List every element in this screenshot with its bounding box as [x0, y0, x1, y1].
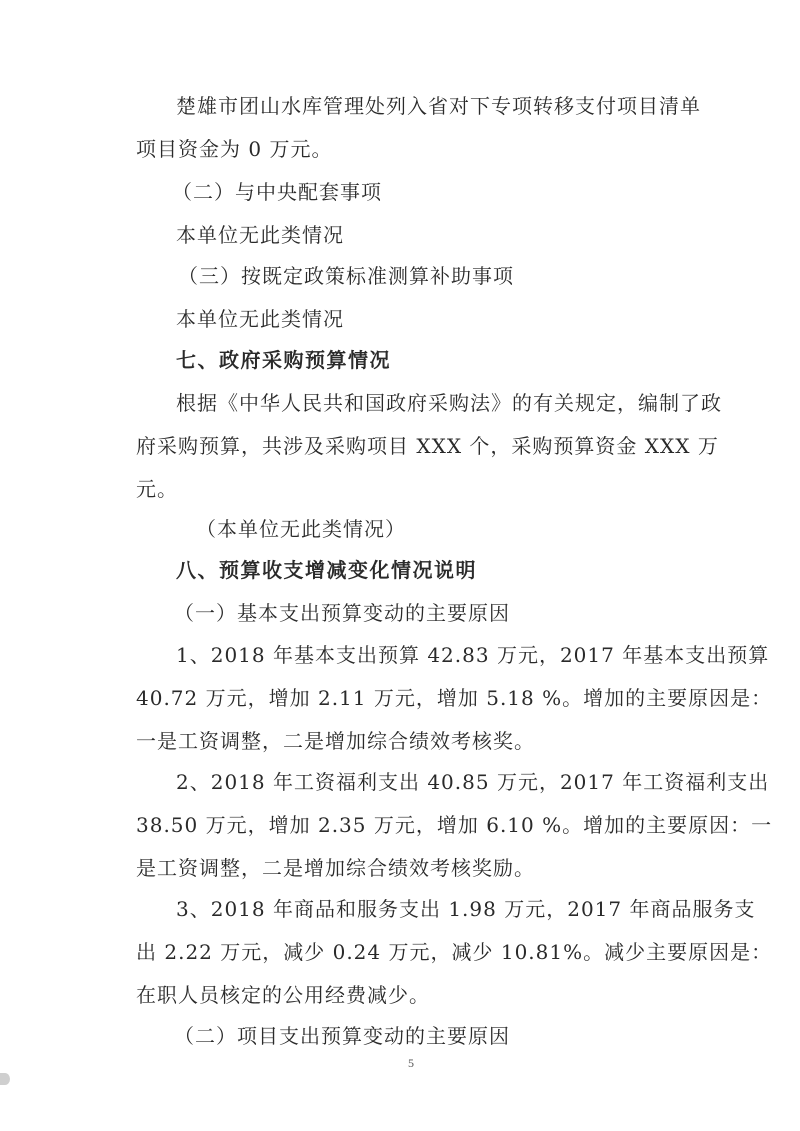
scan-mark	[0, 1073, 10, 1085]
section-heading: （一）基本支出预算变动的主要原因	[174, 601, 510, 625]
body-line: 一是工资调整，二是增加综合绩效考核奖。	[136, 729, 535, 753]
section-heading: （二）项目支出预算变动的主要原因	[174, 1024, 510, 1048]
section-heading: （二）与中央配套事项	[172, 180, 382, 204]
body-line: 根据《中华人民共和国政府采购法》的有关规定，编制了政	[176, 391, 722, 415]
body-line: 3、2018 年商品和服务支出 1.98 万元，2017 年商品服务支	[176, 897, 756, 921]
body-line: 是工资调整，二是增加综合绩效考核奖励。	[136, 856, 535, 880]
body-line: 本单位无此类情况	[176, 223, 344, 247]
note-line: （本单位无此类情况）	[196, 517, 406, 541]
body-line: 38.50 万元，增加 2.35 万元，增加 6.10 %。增加的主要原因：一	[136, 813, 773, 837]
body-line: 在职人员核定的公用经费减少。	[136, 983, 430, 1007]
body-line: 元。	[136, 477, 178, 501]
chapter-heading: 八、预算收支增减变化情况说明	[176, 558, 477, 582]
body-line: 出 2.22 万元，减少 0.24 万元，减少 10.81%。减少主要原因是：	[136, 940, 773, 964]
page-number: 5	[408, 1056, 414, 1070]
body-line: 1、2018 年基本支出预算 42.83 万元，2017 年基本支出预算	[176, 643, 770, 667]
body-line: 楚雄市团山水库管理处列入省对下专项转移支付项目清单	[176, 94, 701, 118]
body-line: 40.72 万元，增加 2.11 万元，增加 5.18 %。增加的主要原因是：	[136, 686, 773, 710]
chapter-heading: 七、政府采购预算情况	[176, 348, 391, 372]
section-heading: （三）按既定政策标准测算补助事项	[178, 264, 514, 288]
body-line: 府采购预算，共涉及采购项目 XXX 个，采购预算资金 XXX 万	[136, 434, 719, 458]
body-line: 项目资金为 0 万元。	[136, 137, 333, 161]
body-line: 2、2018 年工资福利支出 40.85 万元，2017 年工资福利支出	[176, 770, 770, 794]
body-line: 本单位无此类情况	[176, 307, 344, 331]
